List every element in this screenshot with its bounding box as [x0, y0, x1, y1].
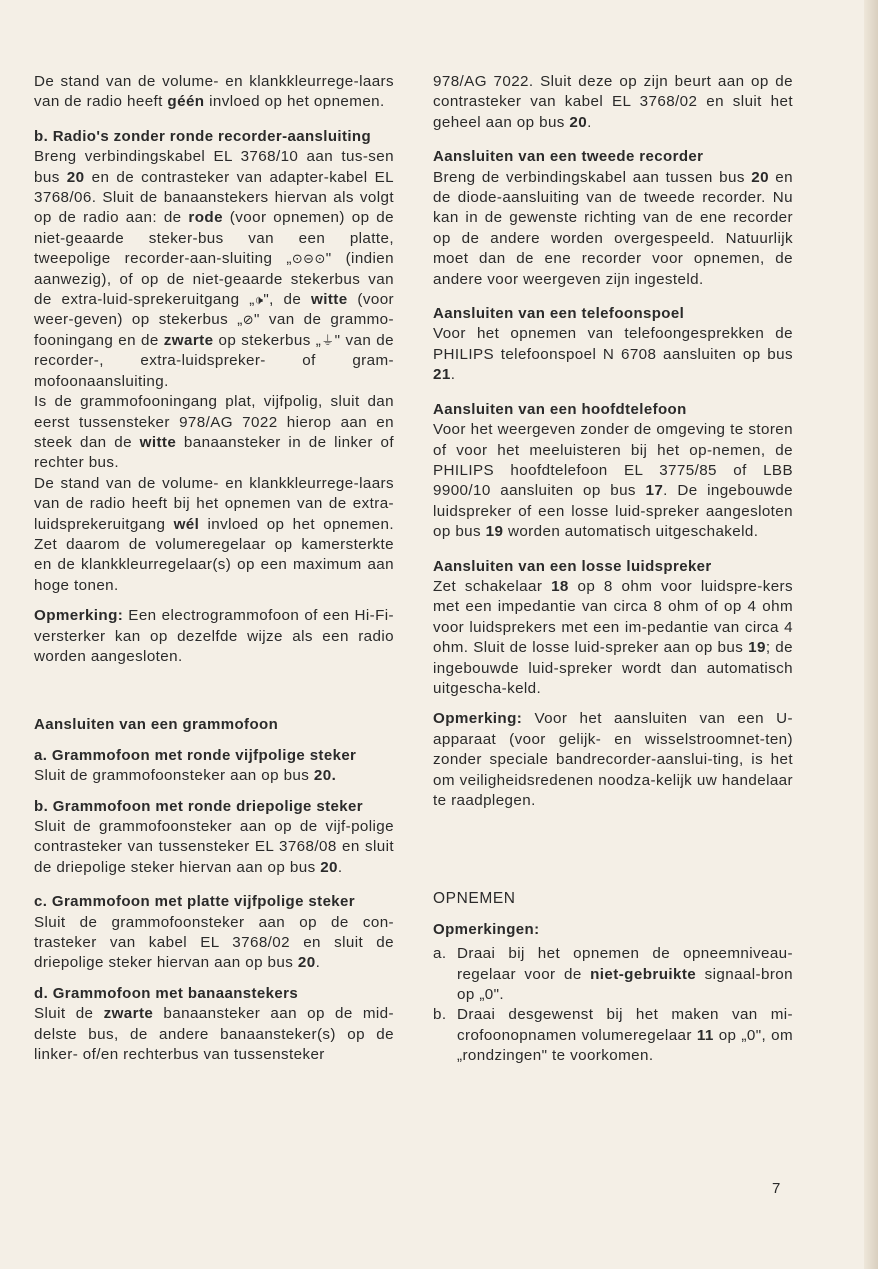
page-edge — [864, 0, 878, 1269]
grammofoon-d-heading: d. Grammofoon met banaanstekers — [34, 984, 299, 1002]
grammofoon-a-heading: a. Grammofoon met ronde vijfpolige steker — [34, 746, 357, 764]
grammofoon-b-text: Sluit de grammofoonsteker aan op de vijf-polige contrasteker van tussensteker EL 3768/08 en sluit de driepolige steker hiervan aan op bus 20. — [34, 818, 394, 876]
radio-paragraph: Breng verbindingskabel EL 3768/10 aan tus-sen bus 20 en de contrasteker van adapter-kabel EL 3768/06. Sluit de banaanstekers hiervan als volgt op de radio aan: de rode (voor opnemen) op de niet-geaarde steker-bus van een platte, tweepolige recorder-aan-sluiting „⊙⊝⊙" (indien aanwezig), of op de niet-geaarde stekerbus van de extra-luid-sprekeruitgang „🕩", de witte (voor weer-geven) op stekerbus „⊘" van de grammo-fooningang en de zwarte op stekerbus „⏚" van de recorder-, extra-luidspreker- of gram-mofoonaansluiting. — [34, 148, 395, 390]
grammofoon-d-text: Sluit de zwarte banaansteker aan op de mid-delste bus, de andere banaansteker(s) op de linker- of/en rechterbus van tussensteker — [34, 1005, 394, 1064]
telefoonspoel-text: Voor het opnemen van telefoongesprekken de PHILIPS telefoonspoel N 6708 aansluiten op bus 21. — [433, 325, 793, 384]
list-item: b. Draai desgewenst bij het maken van mi-crofoonopnamen volumeregelaar 11 op „0", om „rondzingen" te voorkomen. — [433, 1006, 793, 1065]
left-remark: Opmerking: Een electrogrammofoon of een Hi-Fi-versterker kan op dezelfde wijze als een radio worden aangesloten. — [34, 607, 394, 665]
opmerkingen-heading: Opmerkingen: — [433, 920, 540, 938]
grammofoon-c-text: Sluit de grammofoonsteker aan op de con-trasteker van kabel EL 3768/02 en sluit de driepolige steker hiervan aan op bus 20. — [34, 913, 394, 972]
grammofoon-b-heading: b. Grammofoon met ronde driepolige steker — [34, 797, 363, 815]
phono-input-icon: ⊘ — [242, 312, 254, 328]
recorder-socket-icon: ⊙⊝⊙ — [291, 251, 326, 267]
continued-paragraph: 978/AG 7022. Sluit deze op zijn beurt aan op de contrasteker van kabel EL 3768/02 en sluit het geheel aan op bus 20. — [433, 73, 793, 131]
tweede-recorder-text: Breng de verbindingskabel aan tussen bus 20 en de diode-aansluiting van de tweede recorder. Nu kan in de gewenste richting van de ene recorder op de andere worden overgespeeld. Natuurlijk moet dan de ene recorder voor opnemen, de andere voor weergeven zijn ingesteld. — [433, 168, 793, 288]
right-remark: Opmerking: Voor het aansluiten van een U-apparaat (voor gelijk- en wisselstroomnet-ten) zonder speciale bandrecorder-aanslui-ting, is het om veiligheidsredenen noodza-kelijk uw handelaar te raadplegen. — [433, 710, 793, 809]
speaker-icon: 🕩 — [254, 292, 264, 308]
opnemen-heading: OPNEMEN — [433, 890, 516, 908]
hoofdtelefoon-text: Voor het weergeven zonder de omgeving te storen of voor het meeluisteren bij het op-nemen, de PHILIPS hoofdtelefoon EL 3775/85 of LBB 9900/10 aansluiten op bus 17. De ingebouwde luidspreker of een losse luid-spreker aangesloten op bus 19 worden automatisch uitgeschakeld. — [433, 421, 793, 541]
grammofoon-heading: Aansluiten van een grammofoon — [34, 716, 279, 734]
losse-luidspreker-text: Zet schakelaar 18 op 8 ohm voor luidspre-kers met een impedantie van circa 8 ohm of op 4 ohm voor luidsprekers met een im-pedantie van circa 4 ohm. Sluit de losse luid-spreker aan op bus 19; de ingebouwde luid-spreker wordt dan automatisch uitgescha-keld. — [433, 577, 793, 697]
hoofdtelefoon-heading: Aansluiten van een hoofdtelefoon — [433, 400, 687, 418]
page-number: 7 — [772, 1180, 781, 1197]
grammo-plat-paragraph: Is de grammofooningang plat, vijfpolig, sluit dan eerst tussensteker 978/AG 7022 hierop aan en steek dan de witte banaansteker in de linker of rechter bus. — [34, 393, 394, 472]
telefoonspoel-heading: Aansluiten van een telefoonspoel — [433, 305, 685, 323]
losse-luidspreker-heading: Aansluiten van een losse luidspreker — [433, 557, 712, 575]
left-column — [34, 72, 394, 1065]
stand-wel-paragraph: De stand van de volume- en klankkleurrege-laars van de radio heeft bij het opnemen van de extra-luidsprekeruitgang wél invloed op het opnemen. Zet daarom de volumeregelaar op kamersterkte en de klankkleurregelaar(s) op een maximum aan hoge tonen. — [34, 474, 394, 594]
grammofoon-a-text: Sluit de grammofoonsteker aan op bus 20. — [34, 767, 337, 785]
intro-paragraph: De stand van de volume- en klankkleurrege-laars van de radio heeft géén invloed op het opnemen. — [34, 73, 394, 111]
grammofoon-c-heading: c. Grammofoon met platte vijfpolige steker — [34, 893, 356, 911]
radio-heading: b. Radio's zonder ronde recorder-aansluiting — [34, 127, 372, 145]
list-item: a. Draai bij het opnemen de opneemniveau-regelaar voor de niet-gebruikte signaal-bron op „0". — [433, 945, 793, 1004]
tweede-recorder-heading: Aansluiten van een tweede recorder — [433, 148, 704, 166]
right-column — [433, 72, 793, 1067]
ground-icon: ⏚ — [321, 332, 335, 348]
